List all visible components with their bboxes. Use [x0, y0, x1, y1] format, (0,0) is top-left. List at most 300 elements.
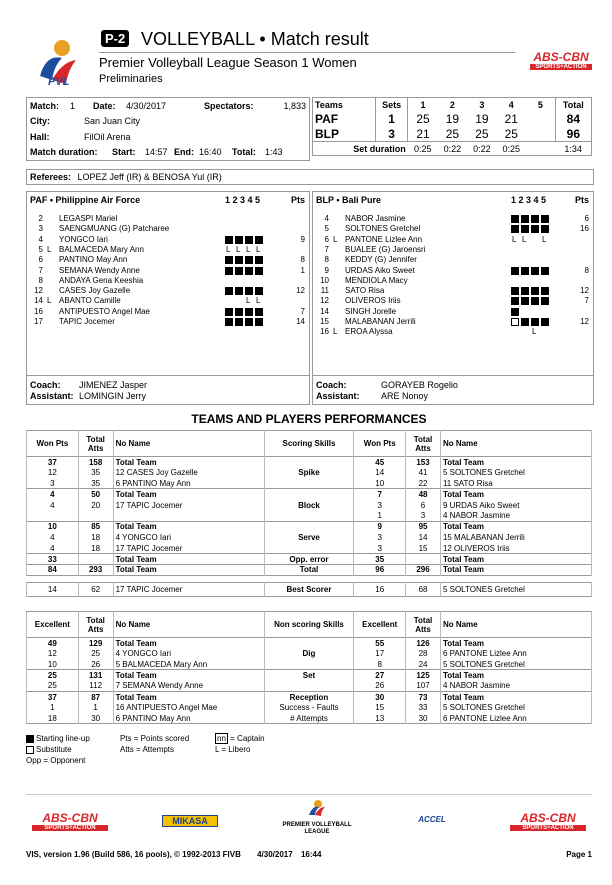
perf-skill: [264, 638, 354, 649]
perf-row: [27, 489, 592, 500]
perf-value: 18: [78, 543, 113, 554]
perf-player: Total Team: [113, 457, 264, 468]
perf-skill: [264, 543, 354, 554]
header-atts: Total Atts: [406, 431, 441, 457]
header-name: No Name: [113, 612, 264, 638]
phase-name: Preliminaries: [99, 73, 163, 85]
perf-player: 9 URDAS Aiko Sweet: [440, 500, 591, 511]
performances-title: TEAMS AND PLAYERS PERFORMANCES: [191, 412, 427, 426]
player-row: [27, 317, 309, 327]
sponsor-abs-left: [32, 811, 108, 831]
perf-value: 13: [354, 713, 406, 724]
set-duration: [526, 142, 555, 156]
player-number: 14: [34, 296, 43, 306]
perf-row: [27, 500, 592, 511]
perf-value: 20: [78, 500, 113, 511]
perf-value: 107: [406, 681, 441, 692]
player-points: 12: [296, 286, 305, 296]
legend-pts: Pts = Points scored: [120, 734, 190, 743]
score-header-3: 2: [449, 99, 455, 110]
perf-player: Total Team: [113, 691, 264, 702]
sponsor-top-right: [530, 50, 592, 70]
player-name: OLIVEROS Iriis: [345, 296, 401, 306]
legend-starting: Starting line-up: [36, 734, 90, 743]
libero-mark: L: [542, 234, 547, 244]
player-name: MALABANAN Jerrili: [345, 317, 416, 326]
starter-square-icon: [245, 256, 253, 264]
legend-libero: L = Libero: [215, 745, 251, 754]
start-time: 14:57: [145, 147, 168, 157]
total-label: Total:: [232, 147, 256, 157]
perf-value: 126: [406, 638, 441, 649]
player-row: [27, 307, 309, 317]
perf-value: 25: [27, 681, 79, 692]
header-skill: Non scoring Skills: [264, 612, 354, 638]
perf-value: 112: [78, 681, 113, 692]
footer-version: VIS, version 1.96 (Build 586, 16 pools), © 1992-2013 FIVB: [26, 850, 241, 859]
sponsor-bar: [26, 794, 592, 845]
set-duration-label: Set duration: [353, 143, 406, 154]
perf-skill: [264, 478, 354, 489]
perf-row: [27, 478, 592, 489]
starter-square-icon: [541, 267, 549, 275]
set-duration-row: [313, 142, 592, 156]
score-header-6: 5: [526, 98, 555, 112]
perf-header-row: [27, 431, 592, 457]
score-header-4: 3: [479, 99, 485, 110]
perf-value: 10: [354, 478, 406, 489]
perf-skill: [264, 681, 354, 692]
starter-square-icon: [511, 215, 519, 223]
player-row: [27, 276, 309, 286]
substitute-square-icon: [511, 318, 519, 326]
perf-value: 25: [27, 670, 79, 681]
team-a-title: PAF • Philippine Air Force: [30, 195, 141, 205]
perf-player: 17 TAPIC Jocemer: [113, 543, 264, 554]
player-libero-mark: L: [47, 244, 52, 254]
set-duration: 0:22: [473, 143, 491, 154]
perf-value: 30: [406, 713, 441, 724]
perf-value: 131: [78, 670, 113, 681]
perf-value: 24: [406, 659, 441, 670]
perf-value: 296: [406, 564, 441, 575]
starter-square-icon: [541, 297, 549, 305]
perf-player: 6 PANTINO May Ann: [113, 478, 264, 489]
perf-player: 16 ANTIPUESTO Angel Mae: [113, 702, 264, 713]
perf-skill: Reception: [264, 691, 354, 702]
starter-square-icon: [235, 318, 243, 326]
header-name: No Name: [440, 612, 591, 638]
perf-value: 1: [78, 702, 113, 713]
team-a-pts-header: Pts: [290, 195, 305, 205]
perf-value: 293: [78, 564, 113, 575]
set-score: 19: [475, 112, 489, 126]
perf-row: [27, 554, 592, 565]
perf-value: 18: [78, 532, 113, 543]
player-number: 6: [38, 255, 43, 265]
perf-player: 7 SEMANA Wendy Anne: [113, 681, 264, 692]
perf-value: 26: [78, 659, 113, 670]
perf-value: 18: [27, 713, 79, 724]
perf-value: 7: [354, 489, 406, 500]
best-scorer-cell: 68: [406, 582, 441, 596]
best-scorer-cell: 16: [354, 582, 406, 596]
footer-page: Page 1: [566, 850, 592, 859]
player-name: PANTINO May Ann: [59, 255, 128, 265]
match-label: Match:: [30, 101, 59, 111]
city-value: San Juan City: [84, 116, 141, 126]
starter-square-icon: [235, 256, 243, 264]
perf-skill: Total: [264, 564, 354, 575]
header-name: No Name: [440, 431, 591, 457]
referees-label: Referees:: [30, 172, 72, 182]
player-row: [313, 214, 593, 224]
report-code: P-2: [101, 30, 129, 47]
player-name: ABANTO Camille: [59, 296, 121, 306]
player-name: PANTONE Lizlee Ann: [345, 234, 423, 244]
perf-value: 27: [354, 670, 406, 681]
player-points: 8: [300, 255, 305, 265]
starter-square-icon: [531, 297, 539, 305]
perf-value: 14: [354, 467, 406, 478]
pvl-logo: [32, 36, 86, 92]
perf-skill: [264, 457, 354, 468]
perf-value: 48: [406, 489, 441, 500]
starter-square-icon: [521, 287, 529, 295]
perf-value: 22: [406, 478, 441, 489]
perf-value: 35: [78, 467, 113, 478]
perf-row: [27, 510, 592, 521]
team-a-sets-header: 1 2 3 4 5: [225, 195, 261, 205]
player-number: 7: [324, 244, 329, 254]
set-score: 25: [504, 126, 518, 141]
player-number: 5: [324, 224, 329, 234]
perf-row: [27, 564, 592, 575]
libero-mark: L: [226, 244, 231, 254]
perf-player: 5 BALMACEDA Mary Ann: [113, 659, 264, 670]
starter-square-icon: [235, 236, 243, 244]
header-won: Excellent: [27, 612, 79, 638]
starter-square-icon: [255, 236, 263, 244]
legend-nn: nn: [217, 734, 226, 743]
starter-square-icon: [235, 308, 243, 316]
perf-skill: Opp. error: [264, 554, 354, 565]
player-number: 3: [38, 224, 43, 234]
perf-row: [27, 521, 592, 532]
perf-skill: Block: [264, 500, 354, 511]
perf-value: 33: [27, 554, 79, 565]
player-name: ANDAYA Gena Keeshia: [59, 275, 144, 285]
perf-value: 4: [27, 500, 79, 511]
set-score: 25: [475, 126, 489, 141]
perf-value: 12: [27, 648, 79, 659]
perf-skill: Success - Faults: [264, 702, 354, 713]
perf-skill: [264, 489, 354, 500]
perf-row: [27, 457, 592, 468]
starter-square-icon: [235, 287, 243, 295]
performance-grid: [26, 611, 592, 724]
perf-value: 28: [406, 648, 441, 659]
best-scorer-table: [26, 582, 592, 597]
perf-value: 3: [354, 532, 406, 543]
sponsor-abs-left-text: ABS-CBN: [42, 811, 98, 825]
perf-value: 4: [27, 543, 79, 554]
referees-value: LOPEZ Jeff (IR) & BENOSA Yul (IR): [77, 172, 222, 182]
perf-row: [27, 702, 592, 713]
perf-row: [27, 670, 592, 681]
player-row: [313, 296, 593, 306]
starter-square-icon: [511, 297, 519, 305]
perf-player: 4 NABOR Jasmine: [440, 681, 591, 692]
perf-player: Total Team: [113, 554, 264, 565]
perf-player: 6 PANTONE Lizlee Ann: [440, 713, 591, 724]
perf-value: 4: [27, 532, 79, 543]
perf-value: 84: [27, 564, 79, 575]
player-row: [27, 266, 309, 276]
score-header-7: Total: [562, 99, 584, 110]
legend-substitute: Substitute: [36, 745, 72, 754]
starting-icon: [26, 735, 34, 743]
player-number: 2: [38, 214, 43, 223]
starter-square-icon: [255, 318, 263, 326]
perf-value: 50: [78, 489, 113, 500]
best-scorer-cell: Best Scorer: [264, 582, 354, 596]
player-name: SOLTONES Gretchel: [345, 224, 421, 234]
player-points: 12: [580, 317, 589, 326]
sponsor-pvl-text: PREMIER VOLLEYBALL LEAGUE: [282, 822, 352, 835]
perf-skill: Spike: [264, 467, 354, 478]
perf-value: 87: [78, 691, 113, 702]
player-name: BUALEE (G) Jaroensri: [345, 244, 426, 254]
team-a-coach-label: Coach:: [30, 380, 61, 390]
score-row: [313, 127, 592, 142]
perf-row: [27, 467, 592, 478]
sets-won: 1: [375, 112, 407, 127]
starter-square-icon: [255, 287, 263, 295]
best-scorer-row: [27, 582, 592, 596]
perf-player: Total Team: [440, 489, 591, 500]
legend: [26, 734, 326, 768]
header-divider: [99, 52, 515, 53]
player-points: 14: [296, 317, 305, 326]
page-title: VOLLEYBALL • Match result: [141, 29, 369, 49]
perf-value: 25: [78, 648, 113, 659]
starter-square-icon: [225, 287, 233, 295]
start-label: Start:: [112, 147, 136, 157]
player-row: [313, 307, 593, 317]
perf-player: 15 MALABANAN Jerrili: [440, 532, 591, 543]
perf-value: 4: [27, 489, 79, 500]
perf-player: 6 PANTONE Lizlee Ann: [440, 648, 591, 659]
sponsor-pvl: [282, 799, 352, 836]
starter-square-icon: [541, 215, 549, 223]
perf-value: 15: [354, 702, 406, 713]
starter-square-icon: [225, 236, 233, 244]
starter-square-icon: [235, 267, 243, 275]
nonscoring-table: [26, 611, 592, 724]
perf-player: 12 OLIVEROS Iriis: [440, 543, 591, 554]
libero-mark: L: [532, 327, 537, 337]
perf-value: 26: [354, 681, 406, 692]
starter-square-icon: [511, 308, 519, 316]
score-header-1: Sets: [375, 98, 407, 112]
player-name: EROA Alyssa: [345, 327, 393, 337]
perf-value: 85: [78, 521, 113, 532]
starter-square-icon: [225, 308, 233, 316]
perf-value: 33: [406, 702, 441, 713]
perf-row: [27, 532, 592, 543]
perf-value: 45: [354, 457, 406, 468]
perf-value: 3: [27, 478, 79, 489]
hall-value: FilOil Arena: [84, 132, 131, 142]
header-atts: Total Atts: [78, 431, 113, 457]
perf-player: Total Team: [113, 638, 264, 649]
score-table: [312, 97, 592, 156]
best-scorer-cell: 5 SOLTONES Gretchel: [440, 582, 591, 596]
player-number: 8: [324, 255, 329, 265]
player-row: [27, 255, 309, 265]
perf-value: 14: [406, 532, 441, 543]
starter-square-icon: [255, 267, 263, 275]
legend-opp: Opp = Opponent: [26, 756, 86, 765]
perf-player: 5 SOLTONES Gretchel: [440, 702, 591, 713]
player-row: [313, 276, 593, 286]
perf-value: 129: [78, 638, 113, 649]
player-number: 16: [34, 306, 43, 316]
perf-value: 35: [78, 478, 113, 489]
player-libero-mark: L: [333, 327, 338, 337]
player-name: TAPIC Jocemer: [59, 317, 115, 326]
perf-value: 6: [406, 500, 441, 511]
starter-square-icon: [225, 256, 233, 264]
player-points: 8: [584, 265, 589, 275]
libero-mark: L: [522, 234, 527, 244]
perf-value: 35: [354, 554, 406, 565]
team-code: PAF: [313, 112, 376, 127]
player-name: ANTIPUESTO Angel Mae: [59, 306, 150, 316]
best-scorer-cell: 14: [27, 582, 79, 596]
perf-value: 1: [354, 510, 406, 521]
starter-square-icon: [521, 297, 529, 305]
perf-row: [27, 638, 592, 649]
team-b-title: BLP • Bali Pure: [316, 195, 382, 205]
starter-square-icon: [511, 287, 519, 295]
starter-square-icon: [531, 225, 539, 233]
player-row: [313, 286, 593, 296]
team-b-assistant: ARE Nonoy: [381, 391, 429, 401]
header-skill: Scoring Skills: [264, 431, 354, 457]
perf-value: 9: [354, 521, 406, 532]
player-number: 10: [320, 275, 329, 285]
header-name: No Name: [113, 431, 264, 457]
libero-mark: L: [236, 244, 241, 254]
set-score: 21: [416, 126, 430, 141]
pvl-logo-text: PVL: [48, 76, 70, 88]
perf-skill: [264, 521, 354, 532]
perf-skill: # Attempts: [264, 713, 354, 724]
player-name: BALMACEDA Mary Ann: [59, 244, 144, 254]
sponsor-abs-right-text: ABS-CBN: [520, 811, 576, 825]
perf-skill: [264, 659, 354, 670]
perf-value: 95: [406, 521, 441, 532]
starter-square-icon: [245, 308, 253, 316]
total-points: 96: [566, 126, 580, 141]
total-points: 84: [566, 112, 580, 126]
starter-square-icon: [245, 267, 253, 275]
player-number: 16: [320, 327, 329, 337]
player-row: [27, 245, 309, 255]
perf-player: Total Team: [113, 564, 264, 575]
sponsor-abs-left-sub: SPORTS+ACTION: [32, 825, 108, 831]
player-points: 9: [300, 234, 305, 244]
player-row: [27, 296, 309, 306]
player-row: [27, 214, 309, 224]
starter-square-icon: [521, 267, 529, 275]
perf-player: Total Team: [440, 554, 591, 565]
player-name: LEGASPI Mariel: [59, 214, 118, 223]
player-row: [313, 266, 593, 276]
team-a-assistant-label: Assistant:: [30, 391, 74, 401]
perf-player: Total Team: [440, 564, 591, 575]
score-header-5: 4: [508, 99, 514, 110]
perf-value: [406, 554, 441, 565]
perf-player: 11 SATO Risa: [440, 478, 591, 489]
referees-box: [26, 169, 594, 185]
sponsor-abs-right-sub: SPORTS+ACTION: [510, 825, 586, 831]
perf-value: [78, 510, 113, 521]
sponsor-abs-right: [510, 811, 586, 831]
footer-time: 16:44: [300, 850, 322, 859]
starter-square-icon: [511, 225, 519, 233]
set-duration: 1:34: [564, 143, 582, 154]
player-number: 7: [38, 265, 43, 275]
perf-value: 73: [406, 691, 441, 702]
best-scorer-cell: 62: [78, 582, 113, 596]
perf-value: 10: [27, 521, 79, 532]
player-row: [313, 235, 593, 245]
starter-square-icon: [541, 225, 549, 233]
player-number: 4: [38, 234, 43, 244]
score-header-row: [313, 98, 592, 112]
sets-won: 3: [375, 127, 407, 142]
perf-skill: Dig: [264, 648, 354, 659]
perf-player: Total Team: [440, 521, 591, 532]
starter-square-icon: [531, 267, 539, 275]
perf-value: 37: [27, 457, 79, 468]
perf-value: 3: [354, 500, 406, 511]
player-libero-mark: L: [47, 296, 52, 306]
player-name: YONGCO Iari: [59, 234, 108, 244]
player-row: [313, 224, 593, 234]
perf-player: Total Team: [440, 457, 591, 468]
sponsor-mikasa: MIKASA: [162, 815, 218, 827]
perf-row: [27, 713, 592, 724]
pvl-small-icon: [307, 799, 327, 817]
footer-date: 4/30/2017: [257, 850, 293, 859]
starter-square-icon: [521, 318, 529, 326]
perf-value: 30: [78, 713, 113, 724]
team-a-assistant: LOMINGIN Jerry: [79, 391, 147, 401]
perf-player: [113, 510, 264, 521]
starter-square-icon: [255, 308, 263, 316]
player-name: SAENGMUANG (G) Patcharee: [59, 224, 170, 234]
set-score: 25: [416, 112, 430, 126]
team-code: BLP: [313, 127, 376, 142]
perf-value: 55: [354, 638, 406, 649]
perf-value: 125: [406, 670, 441, 681]
player-points: 7: [584, 296, 589, 306]
player-number: 8: [38, 275, 43, 285]
